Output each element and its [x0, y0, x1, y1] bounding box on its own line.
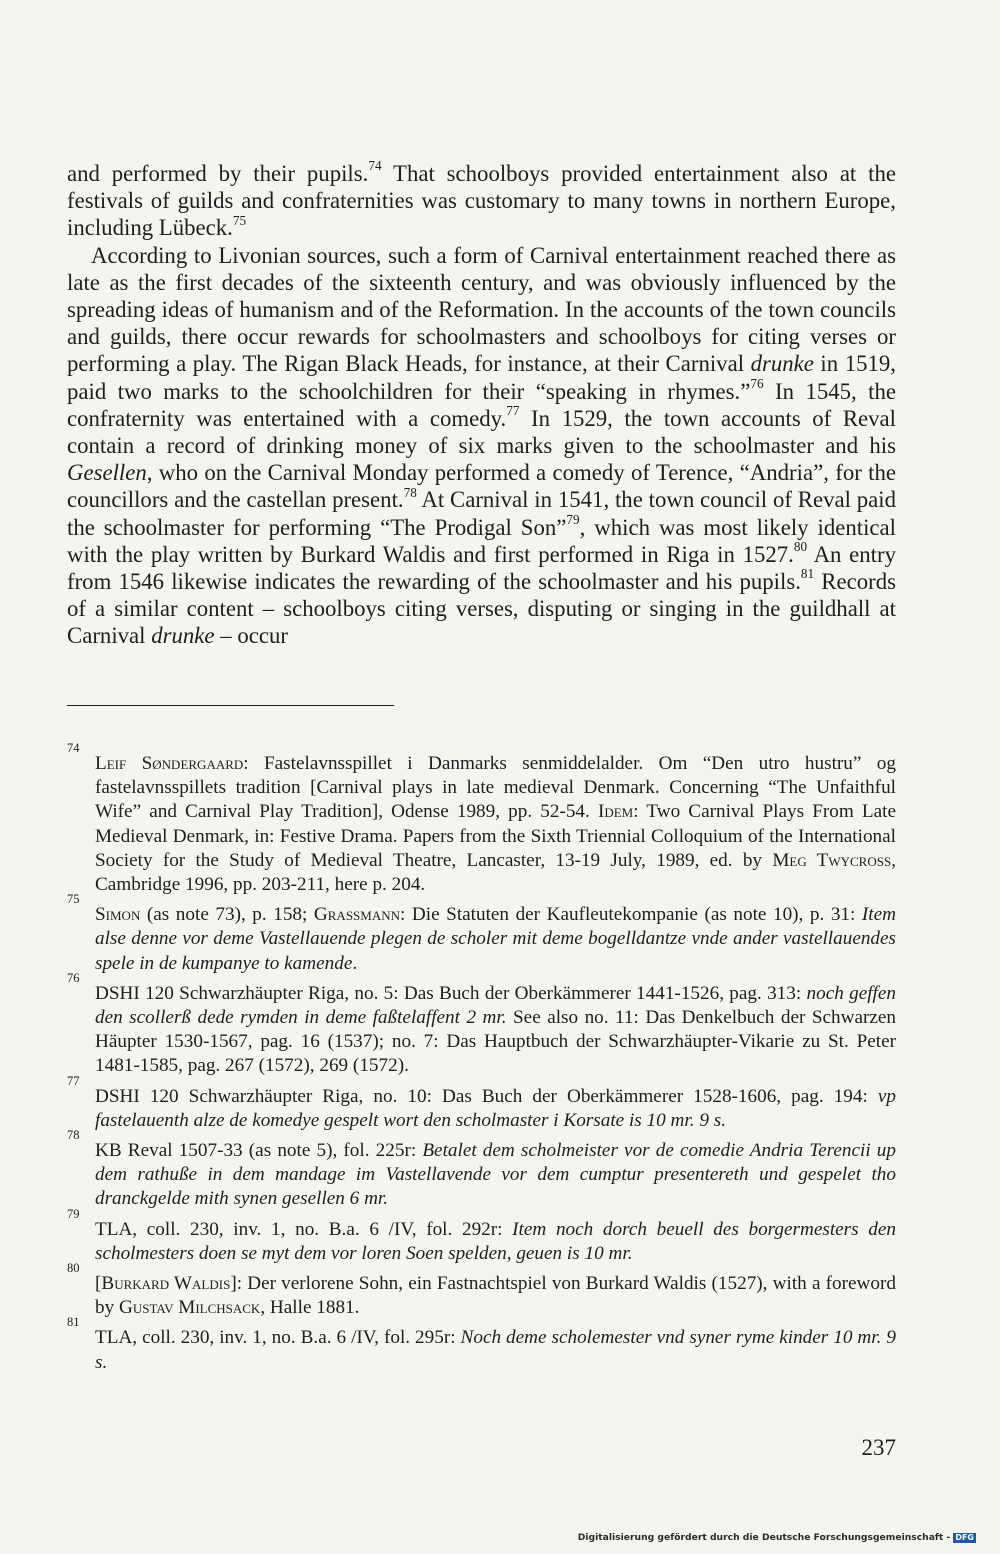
text-run: In 1545, the confraternity was entertained with a comedy. — [67, 378, 896, 431]
text-run: , Cambridge 1996, pp. 203-211, here p. 204. — [95, 849, 896, 896]
quoted-source: Noch deme scholemester vnd syner ryme kinder 10 mr. 9 s. — [95, 1327, 896, 1373]
footnote-81 — [67, 1315, 896, 1374]
digitization-credit — [578, 1532, 976, 1544]
footnote-76 — [67, 970, 896, 1079]
footnote-75 — [67, 892, 896, 976]
text-run: That schoolboys provided entertainment also at the festivals of guilds and confraternities was customary to many towns in northern Europe, including Lübeck. — [67, 161, 896, 241]
footnote-number: 75 — [67, 892, 80, 907]
text-run: and performed by their pupils. — [67, 161, 369, 186]
text-run: ]: Der verlorene Sohn, ein Fastnachtspiel von Burkard Waldis (1527), with a foreword by — [95, 1273, 896, 1319]
footnote-74 — [67, 741, 896, 897]
text-run: See also no. 11: Das Denkelbuch der Schwarzen Häupter 1530-1567, pag. 16 (1537); no. 7: Das Hauptbuch der Schwarzhäupter-Vikarie zu St. Peter 1481-1585, pag. 267 (1572), 269 (1572). — [95, 1007, 896, 1077]
quoted-source: Item noch dorch beuell des borgermesters den scholmesters doen se myt dem vor loren Soen spelden, geuen is 10 mr. — [95, 1218, 896, 1264]
footnote-80 — [67, 1261, 896, 1320]
footnote-ref[interactable]: 77 — [506, 403, 520, 419]
footnote-ref[interactable]: 74 — [368, 158, 382, 174]
footnote-ref[interactable]: 81 — [800, 566, 815, 582]
footnote-ref[interactable]: 80 — [793, 539, 808, 555]
author-name: Burkard Waldis — [101, 1273, 231, 1295]
text-run: According to Livonian sources, such a form of Carnival entertainment reached there as late as the first decades of the sixteenth century, and was obviously influenced by the spreading ideas of humanism and of the Reformation. In the accounts of the town councils and guilds, there occur rewards for schoolmasters and schoolboys for citing verses or performing a play. The Rigan Black Heads, for instance, at their Carnival — [67, 242, 896, 377]
quoted-source: vp fastelauenth alze de komedye gespelt wort den scholmaster i Korsate is 10 mr. 9 s. — [95, 1085, 896, 1131]
text-run: At Carnival in 1541, the town council of Reval paid the schoolmaster for performing “The Prodigal Son” — [67, 487, 896, 540]
footnote-number: 78 — [67, 1128, 80, 1143]
text-run: : Fastelavnsspillet i Danmarks senmiddelalder. Om “Den utro hustru” og fastelavnsspillets tradition [Carnival plays in late medieval Denmark. Concerning “The Unfaithful Wife” and Carnival Play Tradition], Odense 1989, pp. 52-54. — [95, 753, 896, 823]
text-run: : Two Carnival Plays From Late Medieval Denmark, in: Festive Drama. Papers from the Sixth Triennial Colloquium of the International Society for the Study of Medieval Theatre, Lancaster, 13-19 July, 1989, ed. by — [95, 801, 896, 871]
footnote-number: 81 — [67, 1315, 80, 1330]
text-run: In 1529, the town accounts of Reval contain a record of drinking money of six marks given to the schoolmaster and his — [67, 405, 896, 459]
author-name: Leif Søndergaard — [95, 753, 244, 774]
text-run: – occur — [214, 623, 288, 649]
text-run: [ — [95, 1273, 102, 1295]
page-number: 237 — [861, 1435, 896, 1460]
text-run: KB Reval 1507-33 (as note 5), fol. 225r: — [95, 1140, 423, 1162]
text-run: TLA, coll. 230, inv. 1, no. B.a. 6 /IV, fol. 292r: — [95, 1218, 513, 1240]
footnotes — [67, 741, 896, 1381]
author-name: Grassmann — [313, 904, 401, 926]
text-run: TLA, coll. 230, inv. 1, no. B.a. 6 /IV, fol. 295r: — [95, 1327, 461, 1349]
paragraph-1 — [67, 160, 896, 242]
italic-term: drunke — [750, 351, 814, 377]
quoted-source: Betalet dem scholmeister vor de comedie Andria Terencii up dem rathuße in dem mandage im Vastellavende vor dem cumptur presentereth und gespelet tho dranckgelde mith synen gesellen 6 mr. — [95, 1140, 896, 1210]
footnote-number: 79 — [67, 1206, 80, 1221]
footnote-77 — [67, 1073, 896, 1133]
text-run: DSHI 120 Schwarzhäupter Riga, no. 5: Das Buch der Oberkämmerer 1441-1526, pag. 313: — [95, 982, 807, 1004]
footnote-ref[interactable]: 79 — [566, 512, 580, 528]
text-run: : Die Statuten der Kaufleutekompanie (as note 10), p. 31: — [400, 904, 862, 926]
text-run: in 1519, paid two marks to the schoolchildren for their “speaking in rhymes.” — [67, 351, 896, 404]
footnote-number: 76 — [67, 970, 80, 985]
text-run: An entry from 1546 likewise indicates the rewarding of the schoolmaster and his pupils. — [67, 541, 897, 595]
credit-text: Digitalisierung gefördert durch die Deutsche Forschungsgemeinschaft - — [577, 1532, 951, 1543]
quoted-source: noch geffen den scollerß dede rymden in deme faßtelaffent 2 mr. — [95, 982, 896, 1029]
text-run: Records of a similar content – schoolboys citing verses, disputing or singing in the guildhall at Carnival — [67, 569, 896, 649]
footnote-number: 77 — [67, 1073, 80, 1088]
author-name: Meg Twycross — [772, 849, 892, 871]
footnote-78 — [67, 1128, 896, 1212]
author-name: Gustav Milchsack — [118, 1297, 261, 1319]
text-run: . — [352, 952, 358, 974]
paragraph-2 — [67, 242, 896, 650]
author-name: Simon — [95, 904, 141, 926]
body-text — [67, 160, 896, 650]
footnote-ref[interactable]: 78 — [403, 484, 417, 500]
dfg-logo-icon: DFG — [955, 1533, 974, 1542]
footnote-79 — [67, 1206, 896, 1266]
text-run: (as note 73), p. 158; — [140, 904, 314, 926]
footnote-ref[interactable]: 75 — [232, 212, 247, 228]
text-run: , which was most likely identical with the play written by Burkard Waldis and first performed in Riga in 1527. — [67, 514, 896, 567]
text-run: , Halle 1881. — [260, 1297, 360, 1319]
footnote-number: 80 — [67, 1261, 80, 1276]
italic-term: drunke — [151, 623, 215, 649]
footnote-number: 74 — [67, 741, 80, 755]
footnote-ref[interactable]: 76 — [750, 376, 764, 392]
text-run: , who on the Carnival Monday performed a comedy of Terence, “Andria”, for the councillors and the castellan present. — [67, 460, 896, 513]
footnote-separator — [67, 705, 394, 706]
italic-term: Gesellen — [67, 460, 147, 486]
author-name: Idem — [597, 801, 634, 823]
text-run: DSHI 120 Schwarzhäupter Riga, no. 10: Das Buch der Oberkämmerer 1528-1606, pag. 194: — [95, 1085, 878, 1107]
quoted-source: Item alse denne vor deme Vastellauende plegen de scholer mit deme bogelldantze vnde ander vastellauendes spele in de kumpanye to kamende — [95, 904, 896, 974]
